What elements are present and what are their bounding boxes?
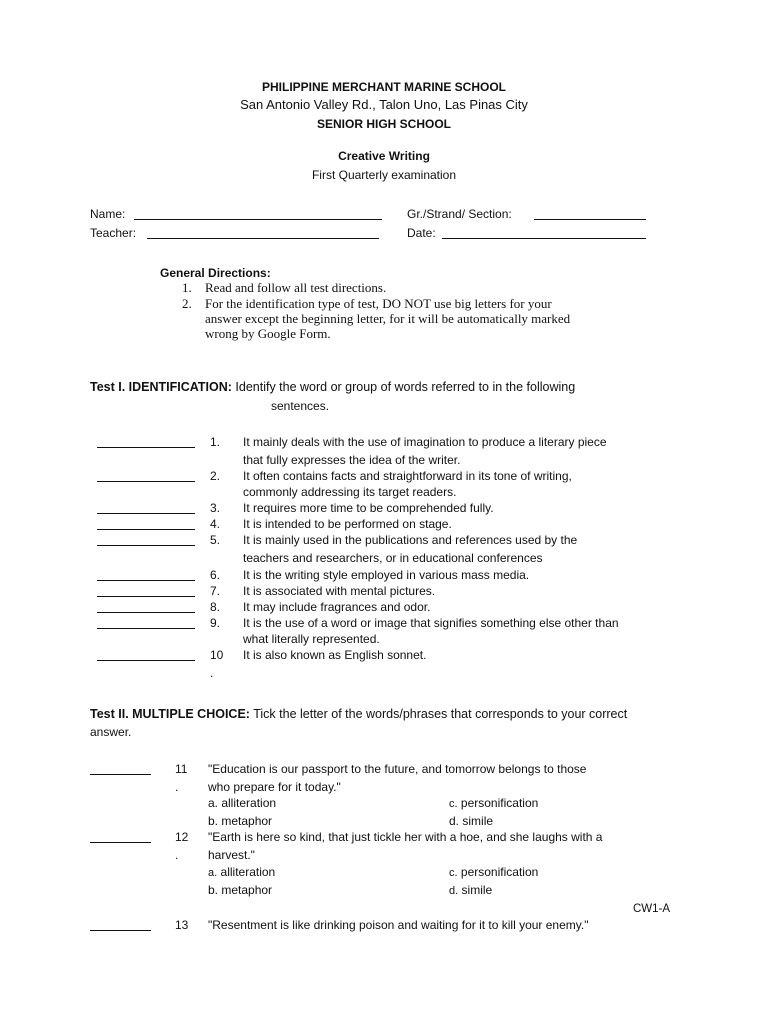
choice-letter: d. [449,814,460,828]
direction-line: answer except the beginning letter, for it will be automatically marked [205,311,571,326]
answer-blank[interactable] [97,529,195,530]
item-text: It is the writing style employed in various mass media. [243,568,530,582]
choice-letter: d. [449,885,459,897]
choice-text: simile [462,814,494,828]
choice-a[interactable] [208,864,275,881]
item-text: It is intended to be performed on stage. [243,517,452,531]
item-text: commonly addressing its target readers. [243,485,457,499]
item-text: It is the use of a word or image that signifies something else other than [243,616,619,630]
name-blank[interactable] [134,219,382,220]
item-number: 13 [175,918,189,932]
choice-letter: a. [208,867,218,879]
item-number: 12 [175,830,189,844]
item-number: 3. [210,501,221,515]
choice-d[interactable] [449,882,492,899]
choice-text: alliteration [220,865,276,879]
directions-title: General Directions: [160,266,271,280]
teacher-blank[interactable] [147,238,379,239]
name-label: Name: [90,207,126,221]
item-number: 7. [210,584,221,598]
direction-line: Read and follow all test directions. [205,280,387,295]
item-number-dot: . [175,780,179,794]
item-text: It is also known as English sonnet. [243,648,427,662]
school-level: SENIOR HIGH SCHOOL [316,117,451,131]
choice-a[interactable]: a. alliteration [208,796,277,810]
choice-c[interactable] [449,864,538,881]
choice-text: personification [460,796,539,810]
answer-blank[interactable] [90,774,151,775]
answer-blank[interactable] [90,842,151,843]
test2-heading [90,706,627,722]
answer-blank[interactable] [90,930,151,931]
direction-line: wrong by Google Form. [205,326,331,341]
date-label: Date: [407,226,436,240]
choice-text: personification [460,865,539,879]
item-text: "Earth is here so kind, that just tickle her with a hoe, and she laughs with a [208,830,603,844]
grade-blank[interactable] [534,219,646,220]
item-number: 1. [210,435,221,449]
direction-line: For the identification type of test, DO NOT use big letters for your [205,296,552,311]
teacher-label: Teacher: [90,226,137,240]
item-text: It mainly deals with the use of imagination to produce a literary piece [243,435,607,449]
test2-instruction-cont: answer. [90,725,132,739]
choice-c[interactable] [449,795,538,812]
item-number: 8. [210,600,221,614]
date-blank[interactable] [442,238,646,239]
item-text: what literally represented. [243,632,380,646]
item-text: It is associated with mental pictures. [243,584,436,598]
choice-letter: c. [449,798,458,810]
answer-blank[interactable] [97,612,195,613]
page-code: CW1-A [633,903,671,915]
answer-blank[interactable] [97,545,195,546]
school-name: PHILIPPINE MERCHANT MARINE SCHOOL [261,80,506,94]
item-text: who prepare for it today." [208,780,341,794]
item-number: 5. [210,533,221,547]
item-number: 9. [210,616,221,630]
choice-text: simile [461,883,493,897]
choice-b[interactable]: b. metaphor [208,814,273,828]
test2-instruction: Tick the letter of the words/phrases that corresponds to your correct [253,707,628,721]
direction-num: 1. [182,280,192,295]
answer-blank[interactable] [97,447,195,448]
item-text: It often contains facts and straightforward in its tone of writing, [243,469,572,483]
item-text: It may include fragrances and odor. [243,600,431,614]
item-number-dot: . [175,848,179,862]
answer-blank[interactable] [97,513,195,514]
choice-d[interactable] [449,813,493,829]
test1-instruction: Identify the word or group of words referred to in the following [235,380,576,394]
choice-b[interactable]: b. metaphor [208,883,273,897]
item-number: 11 [175,762,188,776]
item-text: harvest." [208,848,255,862]
choice-letter: c. [449,867,458,879]
item-number: 4. [210,517,221,531]
subject-title: Creative Writing [338,149,430,163]
test1-instruction-cont: sentences. [271,399,330,413]
item-number-dot: . [210,666,214,680]
exam-title: First Quarterly examination [311,168,457,182]
school-address: San Antonio Valley Rd., Talon Uno, Las Pinas City [240,97,528,112]
item-text: "Education is our passport to the future, and tomorrow belongs to those [208,762,587,776]
test1-heading [90,379,575,395]
item-text: It requires more time to be comprehended fully. [243,501,494,515]
direction-num: 2. [182,296,192,311]
test2-title: Test II. MULTIPLE CHOICE: [90,707,250,721]
test1-title: Test I. IDENTIFICATION: [90,380,232,394]
item-text: "Resentment is like drinking poison and waiting for it to kill your enemy." [208,918,589,932]
item-text: teachers and researchers, or in educational conferences [243,551,543,565]
item-number: 6. [210,568,221,582]
item-text: It is mainly used in the publications and references used by the [243,533,578,547]
item-text: that fully expresses the idea of the writer. [243,453,461,467]
grade-label: Gr./Strand/ Section: [407,207,512,221]
item-number: 10 [210,648,224,662]
answer-blank[interactable] [97,580,195,581]
item-number: 2. [210,469,221,483]
answer-blank[interactable] [97,660,195,661]
answer-blank[interactable] [97,596,195,597]
answer-blank[interactable] [97,481,195,482]
answer-blank[interactable] [97,628,195,629]
